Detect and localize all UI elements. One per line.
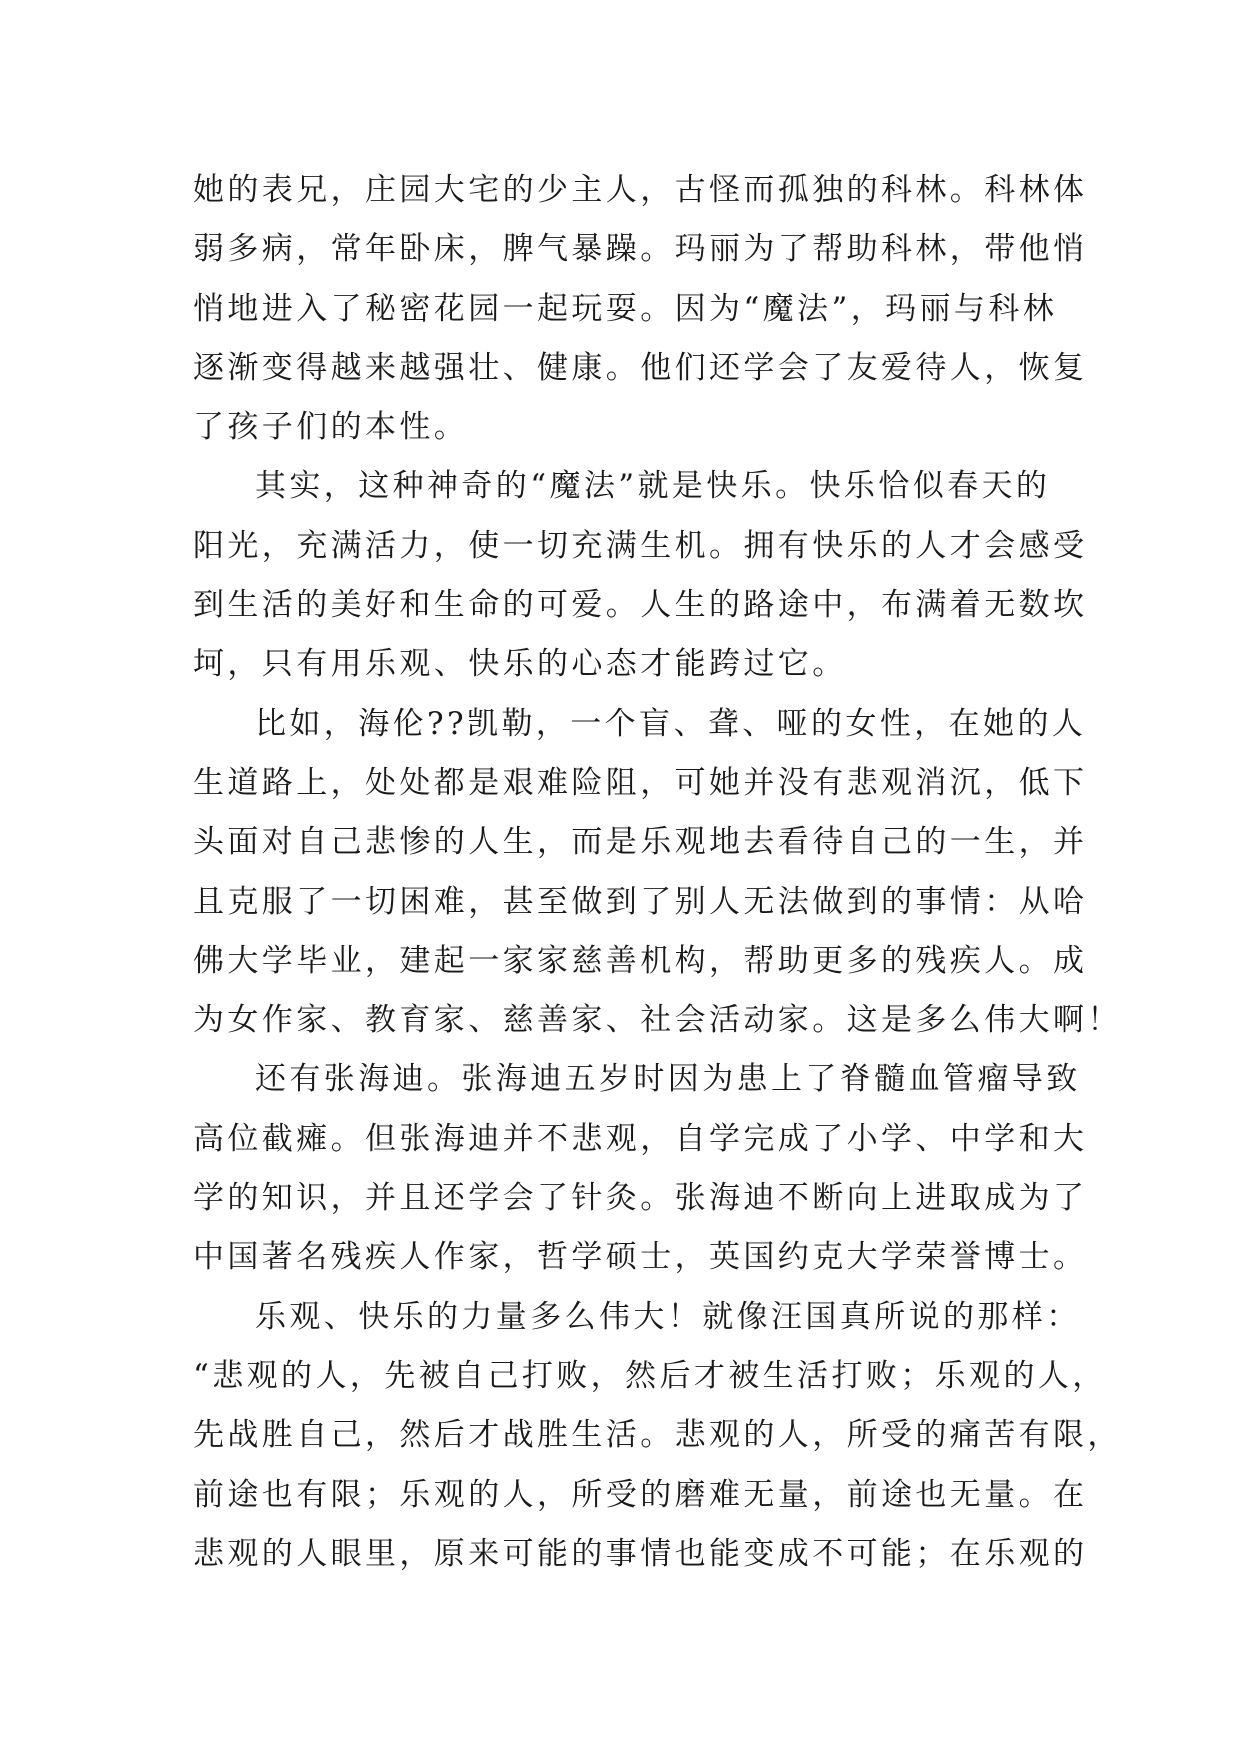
text-line: 了孩子们的本性。 <box>193 409 469 446</box>
text-line: 高位截瘫。但张海迪并不悲观，自学完成了小学、中学和大 <box>193 1120 1088 1157</box>
text-line: 逐渐变得越来越强壮、健康。他们还学会了友爱待人，恢复 <box>193 349 1088 386</box>
document-body <box>193 161 1122 1584</box>
text-line: “悲观的人，先被自己打败，然后才被生活打败；乐观的人， <box>193 1357 1107 1394</box>
text-line: 弱多病，常年卧床，脾气暴躁。玛丽为了帮助科林，带他悄 <box>193 231 1088 268</box>
paragraph-first-line: 还有张海迪。张海迪五岁时因为患上了脊髓血管瘤导致 <box>255 1061 1081 1098</box>
paragraph-first-line: 其实，这种神奇的“魔法”就是快乐。快乐恰似春天的 <box>255 468 1051 505</box>
paragraph-first-line: 乐观、快乐的力量多么伟大！就像汪国真所说的那样： <box>255 1298 1081 1335</box>
text-line: 阳光，充满活力，使一切充满生机。拥有快乐的人才会感受 <box>193 527 1088 564</box>
text-line: 悲观的人眼里，原来可能的事情也能变成不可能；在乐观的 <box>193 1535 1088 1572</box>
text-line: 悄地进入了秘密花园一起玩耍。因为“魔法”，玛丽与科林 <box>193 290 1058 327</box>
text-line: 头面对自己悲惨的人生，而是乐观地去看待自己的一生，并 <box>193 824 1088 861</box>
text-line: 生道路上，处处都是艰难险阻，可她并没有悲观消沉，低下 <box>193 764 1088 801</box>
text-line: 先战胜自己，然后才战胜生活。悲观的人，所受的痛苦有限， <box>193 1417 1122 1454</box>
text-line: 坷，只有用乐观、快乐的心态才能跨过它。 <box>193 646 847 683</box>
paragraph-first-line: 比如，海伦??凯勒，一个盲、聋、哑的女性，在她的人 <box>255 705 1087 742</box>
text-line: 到生活的美好和生命的可爱。人生的路途中，布满着无数坎 <box>193 587 1088 624</box>
text-line: 且克服了一切困难，甚至做到了别人无法做到的事情：从哈 <box>193 883 1088 920</box>
text-line: 她的表兄，庄园大宅的少主人，古怪而孤独的科林。科林体 <box>193 172 1088 208</box>
text-line: 为女作家、教育家、慈善家、社会活动家。这是多么伟大啊！ <box>193 1002 1122 1039</box>
text-line: 前途也有限；乐观的人，所受的磨难无量，前途也无量。在 <box>193 1476 1088 1513</box>
text-line: 学的知识，并且还学会了针灸。张海迪不断向上进取成为了 <box>193 1180 1088 1217</box>
text-line: 佛大学毕业，建起一家家慈善机构，帮助更多的残疾人。成 <box>193 942 1088 979</box>
text-line: 中国著名残疾人作家，哲学硕士，英国约克大学荣誉博士。 <box>193 1239 1088 1276</box>
